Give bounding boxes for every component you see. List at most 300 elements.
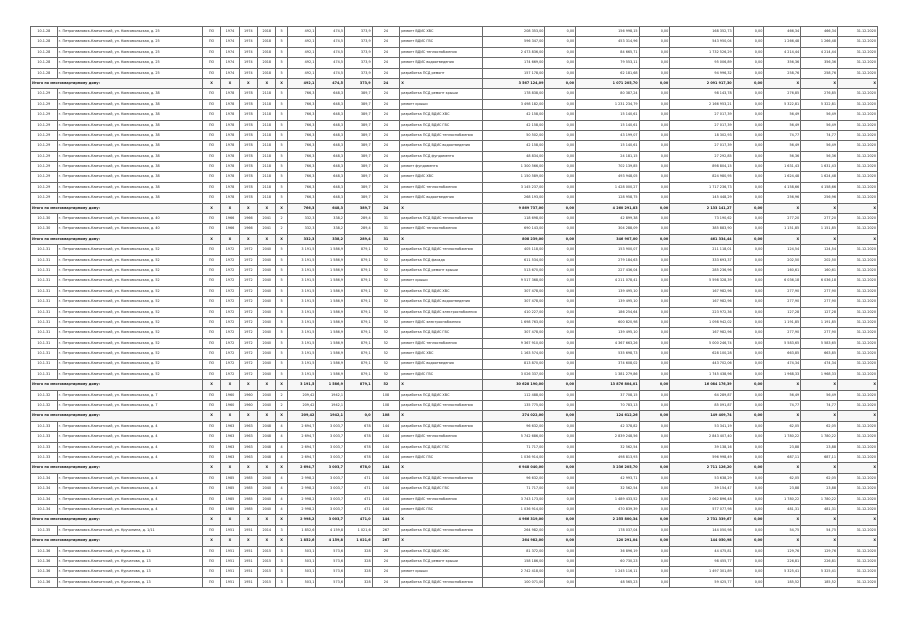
table-cell: 160,61	[801, 265, 838, 275]
table-cell: 52	[372, 338, 400, 348]
table-cell: 144	[372, 442, 400, 452]
table-cell: 1978	[239, 193, 257, 203]
table-cell: 0,00	[733, 99, 764, 109]
table-cell: 0,00	[545, 536, 576, 546]
table-cell: ПО	[202, 99, 220, 109]
table-cell: 0,00	[545, 567, 576, 577]
table-cell: 16 084 176,39	[670, 380, 733, 390]
table-cell: X	[221, 380, 239, 390]
table-cell: 5	[276, 182, 287, 192]
table-cell: 0,00	[639, 546, 670, 556]
table-cell: 0,00	[639, 567, 670, 577]
table-cell: 0,00	[545, 151, 576, 161]
table-cell: 10.1.34	[31, 494, 58, 504]
table-cell: 144	[372, 463, 400, 473]
table-cell: 1 698 763,00	[483, 317, 545, 327]
table-cell: 1 717 236,73	[670, 182, 733, 192]
table-cell: 0,00	[545, 224, 576, 234]
table-cell: 573,6	[316, 577, 345, 587]
table-cell: 0,00	[733, 338, 764, 348]
table-cell: 1 071 205,70	[576, 78, 639, 88]
table-cell: 139 495,10	[576, 328, 639, 338]
table-cell: X	[400, 515, 483, 525]
table-cell: 879,1	[345, 380, 373, 390]
table-cell: ремонт ВДИС водоотведения	[400, 58, 483, 68]
table-cell: 3 026 337,00	[483, 369, 545, 379]
table-cell: 0,00	[639, 286, 670, 296]
table-cell: 879,1	[345, 359, 373, 369]
table-row	[31, 338, 878, 348]
table-cell: 3 191,5	[287, 338, 316, 348]
table-cell: 56,36	[764, 151, 801, 161]
table-cell: 0,00	[733, 380, 764, 390]
table-cell: 127,28	[764, 307, 801, 317]
table-cell: 1972	[239, 349, 257, 359]
table-cell: г. Петропавловск-Камчатский, ул. Комсомольская, д. 40	[57, 214, 202, 224]
table-cell: 0,00	[639, 193, 670, 203]
table-cell: 766,3	[287, 120, 316, 130]
table-cell: 5	[276, 276, 287, 286]
table-cell: ПО	[202, 390, 220, 400]
table-row	[31, 556, 878, 566]
table-cell: 0,00	[545, 432, 576, 442]
table-cell: 56,49	[764, 120, 801, 130]
table-cell: 15 140,61	[576, 120, 639, 130]
table-cell: 2 473 836,00	[483, 47, 545, 57]
table-cell: 0,00	[733, 89, 764, 99]
table-cell: ремонт ВДИС теплоснабжения	[400, 338, 483, 348]
table-cell: ПО	[202, 265, 220, 275]
table-cell: 31.12.2020	[837, 47, 877, 57]
table-cell: 474,5	[316, 47, 345, 57]
table-row	[31, 27, 878, 37]
table-cell: X	[239, 380, 257, 390]
table-cell: 5	[276, 99, 287, 109]
table-cell: 56,49	[801, 120, 838, 130]
table-cell: 766,3	[287, 141, 316, 151]
table-cell: 74,77	[801, 401, 838, 411]
table-cell: 2040	[258, 338, 276, 348]
table-cell: 0,00	[545, 328, 576, 338]
table-cell: 0,00	[639, 27, 670, 37]
table-cell: 1 586,9	[316, 245, 345, 255]
table-cell: 31.12.2020	[837, 182, 877, 192]
table-row	[31, 120, 878, 130]
table-cell: X	[764, 463, 801, 473]
table-cell: 223 972,36	[670, 307, 733, 317]
table-row	[31, 567, 878, 577]
table-cell: 4 211 078,41	[576, 276, 639, 286]
table-total-row	[31, 411, 878, 421]
table-cell: 1 191,85	[801, 317, 838, 327]
table-cell: г. Петропавловск-Камчатский, ул. Комсомольская, д. 38	[57, 130, 202, 140]
table-cell: 10.1.28	[31, 47, 58, 57]
table-cell: 1972	[221, 286, 239, 296]
table-cell: 10.1.31	[31, 307, 58, 317]
table-cell: 149 409,74	[670, 411, 733, 421]
table-cell: 2118	[258, 193, 276, 203]
table-cell: 461 334,44	[670, 234, 733, 244]
table-cell: 31	[372, 234, 400, 244]
table-cell: 1972	[239, 369, 257, 379]
table-cell: 577 077,98	[670, 504, 733, 514]
table-cell: 0,00	[733, 37, 764, 47]
table-cell: 71 717,00	[483, 484, 545, 494]
table-cell: 0,00	[545, 214, 576, 224]
table-cell: Итого по многоквартирному дому:	[31, 515, 203, 525]
table-cell: 0,00	[733, 453, 764, 463]
table-cell: 31.12.2020	[837, 369, 877, 379]
table-cell: 144	[372, 421, 400, 431]
table-cell: X	[801, 203, 838, 213]
table-cell: ремонт крыши	[400, 567, 483, 577]
table-row	[31, 193, 878, 203]
table-cell: 648,3	[316, 89, 345, 99]
table-cell: X	[400, 463, 483, 473]
table-cell: 389,7	[345, 172, 373, 182]
table-cell: ПО	[202, 328, 220, 338]
table-cell: 31.12.2020	[837, 453, 877, 463]
table-cell: 145 448,29	[670, 193, 733, 203]
table-cell: 573,6	[316, 567, 345, 577]
table-cell: 1974	[221, 58, 239, 68]
table-row	[31, 297, 878, 307]
table-cell: 285 236,96	[670, 265, 733, 275]
table-cell: 52	[372, 328, 400, 338]
table-cell: разработка ПСД фундамента	[400, 151, 483, 161]
table-cell: 1 428 000,27	[576, 182, 639, 192]
table-cell: Итого по многоквартирному дому:	[31, 380, 203, 390]
table-cell: 373,9	[345, 47, 373, 57]
table-cell: 277,90	[764, 297, 801, 307]
table-cell: 498 813,93	[576, 453, 639, 463]
table-cell: 5	[276, 328, 287, 338]
table-cell: X	[276, 203, 287, 213]
table-cell: 0,00	[545, 338, 576, 348]
table-cell: 3 003,7	[316, 504, 345, 514]
table-cell: 471	[345, 494, 373, 504]
table-cell: 10.1.29	[31, 172, 58, 182]
table-cell: X	[801, 78, 838, 88]
table-cell: 31.12.2020	[837, 390, 877, 400]
table-cell: 10.1.32	[31, 390, 58, 400]
table-cell: 2048	[258, 453, 276, 463]
table-cell: 0,00	[639, 182, 670, 192]
table-cell: ремонт ВДИС ГВС	[400, 504, 483, 514]
table-cell: 0,00	[733, 463, 764, 473]
table-cell: 0,00	[639, 504, 670, 514]
table-cell: разработка ПСД ВДИС ГВС	[400, 328, 483, 338]
table-cell: 0,00	[733, 504, 764, 514]
table-row	[31, 182, 878, 192]
table-cell: 1974	[221, 47, 239, 57]
table-cell: 279 184,63	[576, 255, 639, 265]
table-cell: 31.12.2020	[837, 567, 877, 577]
table-cell: X	[801, 234, 838, 244]
table-cell: 3 191,5	[287, 328, 316, 338]
table-cell: 1972	[221, 369, 239, 379]
table-cell: г. Петропавловск-Камчатский, ул. Кручинина, д. 1/11	[57, 525, 202, 535]
table-cell: 174 669,00	[483, 58, 545, 68]
table-cell: ремонт ВДИС теплоснабжения	[400, 224, 483, 234]
table-cell: 4 214,44	[801, 47, 838, 57]
table-cell: 879,1	[345, 349, 373, 359]
table-cell: 2015	[258, 546, 276, 556]
table-cell: 0,00	[733, 286, 764, 296]
table-cell: ПО	[202, 120, 220, 130]
table-cell: 766,3	[287, 89, 316, 99]
table-cell: 168 352,73	[670, 27, 733, 37]
table-cell: 0,00	[733, 349, 764, 359]
table-cell: 0,00	[639, 401, 670, 411]
table-cell: 264 982,00	[483, 536, 545, 546]
table-cell: 10.1.31	[31, 265, 58, 275]
table-total-row	[31, 78, 878, 88]
table-cell: ПО	[202, 577, 220, 587]
table-cell: 356,36	[764, 58, 801, 68]
table-cell: 596 347,00	[483, 37, 545, 47]
table-cell: 493 948,05	[576, 172, 639, 182]
table-cell: 0,00	[733, 265, 764, 275]
table-cell: X	[801, 515, 838, 525]
table-cell: 1951	[221, 546, 239, 556]
table-cell: 95 006,89	[670, 58, 733, 68]
table-cell: ПО	[202, 453, 220, 463]
table-cell: 4 159,8	[316, 525, 345, 535]
table-cell: 678	[345, 453, 373, 463]
table-cell: 10.1.29	[31, 99, 58, 109]
table-cell: 56,49	[764, 390, 801, 400]
table-cell: 5	[276, 307, 287, 317]
table-cell: 0,00	[733, 369, 764, 379]
table-cell: 1978	[221, 141, 239, 151]
table-cell: 1 780,22	[764, 432, 801, 442]
table-cell: 108	[372, 390, 400, 400]
table-cell: 276,85	[764, 89, 801, 99]
table-cell: г. Петропавловск-Камчатский, ул. Комсомольская, д. 40	[57, 224, 202, 234]
table-cell: 1978	[239, 110, 257, 120]
table-cell: 1 780,22	[801, 432, 838, 442]
table-cell: 186 254,64	[576, 307, 639, 317]
table-cell: 1972	[221, 245, 239, 255]
table-cell: 85 091,87	[670, 401, 733, 411]
table-cell: 158 186,00	[483, 556, 545, 566]
table-cell: 24 181,15	[576, 151, 639, 161]
table-cell: 481,31	[764, 504, 801, 514]
table-cell: 81 372,00	[483, 546, 545, 556]
table-cell: 0,00	[545, 120, 576, 130]
table-cell: г. Петропавловск-Камчатский, ул. Комсомольская, д. 4	[57, 484, 202, 494]
table-cell: 84 665,71	[576, 47, 639, 57]
table-cell: 0,00	[639, 442, 670, 452]
table-cell: 1985	[221, 494, 239, 504]
table-cell: 5	[276, 37, 287, 47]
table-cell: 1 586,9	[316, 369, 345, 379]
table-cell: 1978	[239, 89, 257, 99]
table-cell: X	[400, 203, 483, 213]
table-cell: 94 996,32	[670, 68, 733, 78]
table-cell: разработка ПСД ВДИС теплоснабжения	[400, 577, 483, 587]
table-cell: 2 091 917,30	[670, 78, 733, 88]
table-cell: 5	[276, 369, 287, 379]
table-cell: 389,7	[345, 110, 373, 120]
table-cell: 648,3	[316, 182, 345, 192]
table-row	[31, 494, 878, 504]
table-cell: 10.1.31	[31, 297, 58, 307]
table-cell: 4	[276, 473, 287, 483]
table-cell: 256,96	[801, 193, 838, 203]
table-cell: 333 693,37	[670, 255, 733, 265]
table-row	[31, 359, 878, 369]
table-cell: 3 236 205,70	[576, 463, 639, 473]
table-cell: 256,96	[764, 193, 801, 203]
table-cell: 42 899,38	[576, 214, 639, 224]
table-cell: 2 694,7	[287, 421, 316, 431]
table-cell: 0,00	[639, 421, 670, 431]
table-cell: 2118	[258, 130, 276, 140]
table-cell: 3 191,5	[287, 245, 316, 255]
table-cell: 31.12.2020	[837, 525, 877, 535]
table-cell: 167 982,96	[670, 297, 733, 307]
table-cell: 374 608,02	[576, 359, 639, 369]
table-cell: г. Петропавловск-Камчатский, ул. Комсомольская, д. 25	[57, 37, 202, 47]
table-cell: 5	[276, 89, 287, 99]
table-cell: 0,00	[639, 99, 670, 109]
table-cell: 1978	[239, 162, 257, 172]
table-cell: 0,00	[733, 494, 764, 504]
table-cell: 0,00	[545, 255, 576, 265]
table-cell: 513 670,00	[483, 265, 545, 275]
table-cell: 503,1	[287, 546, 316, 556]
table-cell: 10.1.31	[31, 349, 58, 359]
table-cell: 0,00	[733, 193, 764, 203]
table-cell: 52	[372, 265, 400, 275]
table-cell: 0,00	[545, 193, 576, 203]
table-cell: X	[258, 234, 276, 244]
table-cell: 24	[372, 182, 400, 192]
table-cell: г. Петропавловск-Камчатский, ул. Комсомольская, д. 25	[57, 58, 202, 68]
table-cell: 2018	[258, 58, 276, 68]
table-cell: 1 489 433,52	[576, 494, 639, 504]
table-cell: 10.1.32	[31, 401, 58, 411]
table-cell: 3 003,7	[316, 494, 345, 504]
table-cell: 474,5	[316, 27, 345, 37]
table-cell: 385 883,90	[670, 224, 733, 234]
table-cell: 27 017,39	[670, 141, 733, 151]
table-cell: ПО	[202, 473, 220, 483]
table-cell: 3 191,5	[287, 349, 316, 359]
table-cell: 31.12.2020	[837, 338, 877, 348]
table-cell: 43 199,07	[576, 130, 639, 140]
table-cell: г. Петропавловск-Камчатский, ул. Комсомольская, д. 52	[57, 328, 202, 338]
table-cell: ПО	[202, 182, 220, 192]
table-cell: 471,0	[345, 515, 373, 525]
table-cell: 2	[276, 401, 287, 411]
table-cell: 766,3	[287, 130, 316, 140]
table-cell: 5 583,65	[801, 338, 838, 348]
table-cell: 389,7	[345, 130, 373, 140]
table-cell: г. Петропавловск-Камчатский, ул. Комсомольская, д. 38	[57, 172, 202, 182]
table-cell: 648,3	[316, 120, 345, 130]
table-cell: 1 780,22	[801, 494, 838, 504]
table-cell: 0,00	[733, 567, 764, 577]
table-cell: 5 322,81	[764, 99, 801, 109]
table-cell: разработка ПСД фасада	[400, 255, 483, 265]
table-cell: 156 998,15	[576, 27, 639, 37]
table-cell: 466,34	[764, 27, 801, 37]
table-cell: 879,1	[345, 297, 373, 307]
table-cell: 1951	[221, 577, 239, 587]
table-cell: разработка ПСД ВДИС теплоснабжения	[400, 130, 483, 140]
table-cell: 31.12.2020	[837, 349, 877, 359]
table-cell: ПО	[202, 151, 220, 161]
table-cell: X	[202, 78, 220, 88]
table-cell: X	[258, 463, 276, 473]
table-cell: 24	[372, 130, 400, 140]
table-cell: 31.12.2020	[837, 110, 877, 120]
table-cell: 5	[276, 58, 287, 68]
table-cell: 4 214,44	[764, 47, 801, 57]
table-cell: 5	[276, 255, 287, 265]
table-cell: 5	[276, 162, 287, 172]
table-cell: 96 632,00	[483, 421, 545, 431]
table-cell: 167 982,96	[670, 328, 733, 338]
table-cell: ПО	[202, 349, 220, 359]
table-cell: 3 003,7	[316, 442, 345, 452]
table-cell: 10.1.34	[31, 504, 58, 514]
table-cell: 0,00	[639, 224, 670, 234]
table-cell: 31.12.2020	[837, 359, 877, 369]
table-cell: 2040	[258, 504, 276, 514]
table-cell: 307 478,00	[483, 297, 545, 307]
table-cell: 5	[276, 151, 287, 161]
table-cell: 1978	[239, 120, 257, 130]
table-cell: 289,4	[345, 214, 373, 224]
table-cell: 1963	[221, 453, 239, 463]
table-cell: 31.12.2020	[837, 130, 877, 140]
table-cell: 289,4	[345, 234, 373, 244]
table-cell: X	[258, 411, 276, 421]
table-cell: 4 159,8	[316, 536, 345, 546]
table-cell: 3 003,7	[316, 421, 345, 431]
table-cell: 0,00	[545, 401, 576, 411]
table-cell: г. Петропавловск-Камчатский, ул. Курчатова, д. 13	[57, 577, 202, 587]
table-cell: 56,49	[801, 390, 838, 400]
table-cell: 474,5	[316, 58, 345, 68]
table-cell: 2118	[258, 151, 276, 161]
table-cell: 481,31	[801, 504, 838, 514]
table-cell: 31.12.2020	[837, 297, 877, 307]
table-cell: разработка ПСД ВДИС теплоснабжения	[400, 525, 483, 535]
table-cell: 2041	[258, 214, 276, 224]
table-cell: 328	[345, 546, 373, 556]
table-cell: 2048	[258, 432, 276, 442]
table-cell: 1 732 526,29	[670, 47, 733, 57]
table-cell: 0,00	[733, 214, 764, 224]
table-cell: 10.1.30	[31, 214, 58, 224]
table-cell: 338,2	[316, 224, 345, 234]
table-cell: 0,00	[545, 182, 576, 192]
table-cell: 100 071,00	[483, 577, 545, 587]
table-cell: 144	[372, 473, 400, 483]
table-cell: 879,1	[345, 338, 373, 348]
table-cell: 492,1	[287, 47, 316, 57]
table-cell: 0,00	[639, 130, 670, 140]
table-cell: 1960	[239, 401, 257, 411]
table-cell: 144 050,98	[670, 536, 733, 546]
table-cell: 766,3	[287, 162, 316, 172]
table-row	[31, 504, 878, 514]
